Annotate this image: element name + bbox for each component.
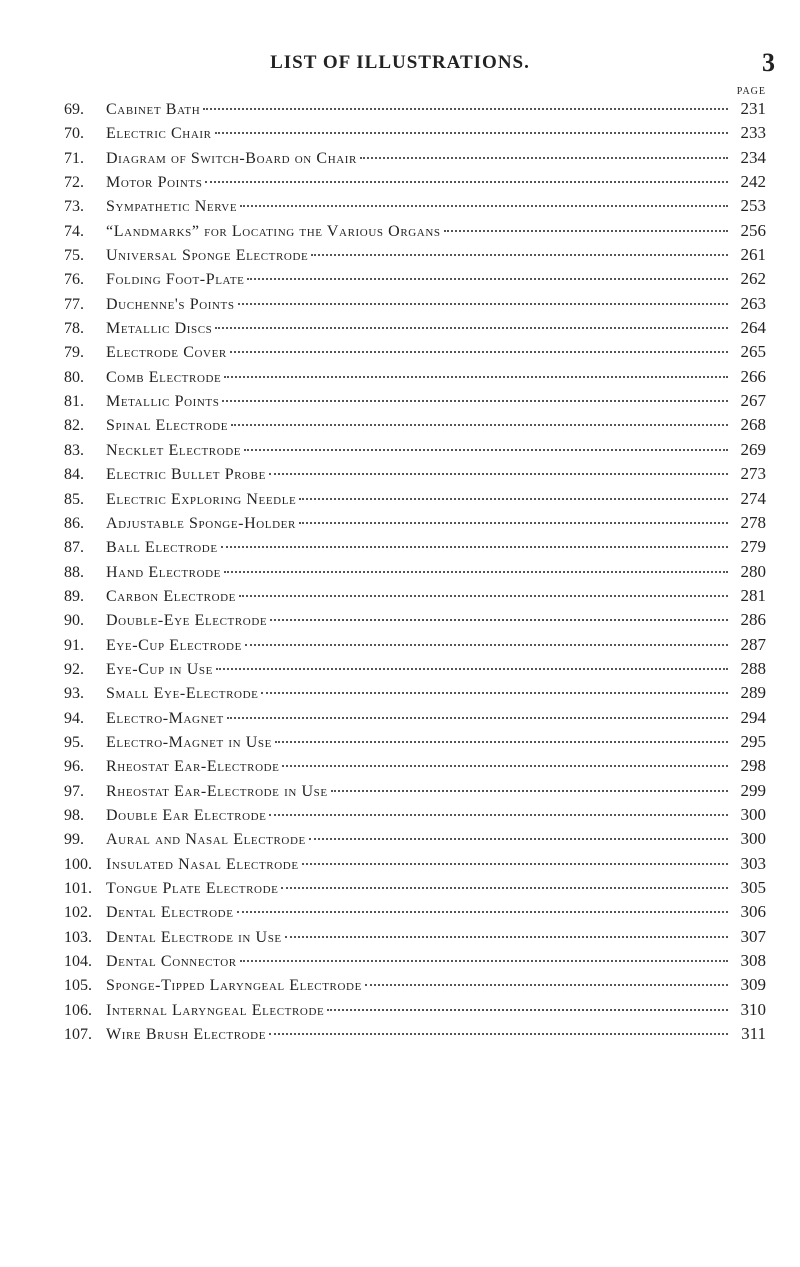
entry-number: 90. [64,612,84,630]
entry-number: 91. [64,636,84,654]
entry-title: Electric Bullet Probe [106,466,266,484]
dot-leader [444,230,728,232]
entry-page: 242 [740,172,766,192]
entry-number: 78. [64,320,84,338]
entry-page: 268 [740,415,766,435]
entry-page: 310 [740,999,766,1019]
entry-number: 107. [64,1026,92,1044]
dot-leader [231,424,728,426]
dot-leader [230,351,728,353]
list-item [64,902,766,926]
list-item [64,635,766,659]
dot-leader [285,936,728,938]
entry-title: Adjustable Sponge-Holder [106,514,296,532]
list-item [64,805,766,829]
entry-number: 80. [64,368,84,386]
dot-leader [224,376,728,378]
entry-title: Tongue Plate Electrode [106,880,279,897]
entry-number: 83. [64,441,84,459]
dot-leader [240,960,728,962]
entry-title: Wire Brush Electrode [106,1026,267,1044]
entry-number: 105. [64,977,92,995]
list-item [64,440,766,464]
entry-title: Aural and Nasal Electrode [106,831,306,849]
dot-leader [269,814,728,816]
list-item [64,391,766,415]
entry-title: “Landmarks” for Locating the Various Organs [106,222,441,240]
dot-leader [261,692,728,694]
dot-leader [269,473,728,475]
entry-number: 96. [64,758,84,776]
entry-page: 286 [740,610,766,630]
entry-number: 73. [64,198,84,216]
dot-leader [247,278,728,280]
list-item [64,1000,766,1024]
entry-number: 94. [64,709,84,727]
list-item [64,196,766,220]
entry-page: 233 [740,123,766,143]
entry-title: Electro-Magnet [106,709,224,727]
entry-number: 101. [64,880,92,897]
dot-leader [282,765,728,767]
entry-title: Rheostat Ear-Electrode in Use [106,782,328,800]
list-item [64,975,766,999]
list-item [64,269,766,293]
entry-number: 70. [64,125,84,143]
list-item [64,99,766,123]
entry-title: Eye-Cup Electrode [106,636,242,654]
entry-page: 288 [740,658,766,678]
entry-title: Dental Connector [106,953,237,971]
list-item [64,951,766,975]
entry-number: 81. [64,393,84,411]
entry-title: Electric Exploring Needle [106,490,297,508]
entry-number: 74. [64,222,84,240]
entry-number: 106. [64,1001,92,1019]
entry-title: Internal Laryngeal Electrode [106,1001,325,1019]
entry-page: 280 [740,561,766,581]
entry-page: 266 [740,366,766,386]
entry-title: Motor Points [106,174,203,192]
entry-title: Ball Electrode [106,539,218,557]
page-number: 3 [762,48,775,77]
entry-title: Sponge-Tipped Laryngeal Electrode [106,977,362,995]
entry-page: 264 [740,318,766,338]
dot-leader [205,181,728,183]
list-item [64,294,766,318]
list-item [64,245,766,269]
list-item [64,781,766,805]
entry-page: 274 [740,488,766,508]
list-item [64,732,766,756]
entry-number: 72. [64,174,84,192]
dot-leader [222,400,728,402]
entry-number: 100. [64,855,92,873]
entry-title: Double-Eye Electrode [106,612,268,630]
running-head: LIST OF ILLUSTRATIONS. [270,52,530,73]
entry-title: Metallic Discs [106,320,213,338]
entry-number: 77. [64,295,84,313]
dot-leader [302,863,728,865]
dot-leader [239,595,728,597]
list-item [64,464,766,488]
entry-page: 294 [740,707,766,727]
entry-title: Electric Chair [106,125,212,143]
dot-leader [365,984,728,986]
entry-page: 309 [740,975,766,995]
entry-title: Double Ear Electrode [106,806,267,824]
dot-leader [224,571,728,573]
entry-page: 231 [740,99,766,118]
entry-number: 82. [64,417,84,435]
entry-number: 71. [64,149,84,167]
dot-leader [331,790,728,792]
entry-number: 102. [64,904,92,922]
dot-leader [227,717,728,719]
list-item [64,318,766,342]
list-item [64,221,766,245]
entry-page: 298 [740,756,766,776]
list-item [64,415,766,439]
list-item [64,172,766,196]
entry-title: Electro-Magnet in Use [106,733,272,751]
list-item [64,659,766,683]
entry-number: 95. [64,733,84,751]
entry-page: 307 [740,926,766,946]
list-item [64,708,766,732]
entry-title: Cabinet Bath [106,101,201,118]
entry-number: 98. [64,806,84,824]
entry-title: Insulated Nasal Electrode [106,855,299,873]
entry-title: Necklet Electrode [106,441,242,459]
list-item [64,1024,766,1048]
entry-number: 86. [64,514,84,532]
list-item [64,586,766,610]
entry-number: 87. [64,539,84,557]
dot-leader [238,303,728,305]
entry-page: 308 [740,951,766,971]
entry-title: Dental Electrode in Use [106,928,282,946]
entry-number: 84. [64,466,84,484]
illustrations-list [64,99,766,1048]
entry-title: Metallic Points [106,393,220,411]
entry-page: 303 [740,853,766,873]
list-item [64,756,766,780]
entry-page: 269 [740,439,766,459]
entry-number: 104. [64,953,92,971]
entry-page: 262 [740,269,766,289]
list-item [64,829,766,853]
dot-leader [299,522,728,524]
list-item [64,854,766,878]
entry-page: 253 [740,196,766,216]
entry-number: 93. [64,685,84,703]
list-item [64,513,766,537]
dot-leader [275,741,728,743]
list-item [64,562,766,586]
entry-page: 267 [740,391,766,411]
entry-page: 256 [740,220,766,240]
entry-title: Small Eye-Electrode [106,685,259,703]
entry-title: Folding Foot-Plate [106,271,245,289]
list-item [64,927,766,951]
entry-number: 92. [64,660,84,678]
entry-page: 305 [740,878,766,897]
entry-title: Spinal Electrode [106,417,229,435]
entry-page: 279 [740,537,766,557]
dot-leader [215,327,728,329]
entry-page: 261 [740,245,766,265]
dot-leader [270,619,728,621]
entry-number: 85. [64,490,84,508]
entry-number: 103. [64,928,92,946]
entry-number: 88. [64,563,84,581]
entry-title: Dental Electrode [106,904,234,922]
list-item [64,123,766,147]
list-item [64,610,766,634]
entry-number: 89. [64,587,84,605]
entry-page: 281 [740,585,766,605]
list-item [64,537,766,561]
dot-leader [245,644,728,646]
entry-page: 306 [740,902,766,922]
dot-leader [216,668,728,670]
entry-title: Carbon Electrode [106,587,236,605]
entry-title: Rheostat Ear-Electrode [106,758,280,776]
entry-title: Universal Sponge Electrode [106,247,309,265]
list-item [64,489,766,513]
entry-page: 265 [740,342,766,362]
entry-number: 99. [64,831,84,849]
entry-title: Sympathetic Nerve [106,198,238,216]
page-column-label: PAGE [736,86,766,97]
entry-page: 295 [740,731,766,751]
entry-title: Eye-Cup in Use [106,660,213,678]
entry-title: Comb Electrode [106,368,222,386]
entry-page: 273 [740,464,766,484]
list-item [64,367,766,391]
list-item [64,148,766,172]
entry-page: 263 [740,293,766,313]
dot-leader [299,498,728,500]
entry-page: 287 [740,634,766,654]
entry-page: 278 [740,512,766,532]
entry-number: 75. [64,247,84,265]
dot-leader [281,887,728,889]
entry-page: 300 [740,804,766,824]
list-item [64,683,766,707]
entry-title: Hand Electrode [106,563,221,581]
dot-leader [327,1009,728,1011]
dot-leader [309,838,728,840]
entry-page: 299 [740,780,766,800]
dot-leader [240,205,728,207]
entry-page: 289 [740,683,766,703]
entry-title: Duchenne's Points [106,295,235,313]
entry-page: 311 [741,1024,766,1044]
dot-leader [311,254,728,256]
dot-leader [237,911,728,913]
list-item [64,878,766,902]
dot-leader [360,157,728,159]
dot-leader [269,1033,728,1035]
entry-page: 300 [740,829,766,849]
entry-title: Electrode Cover [106,344,227,362]
entry-number: 76. [64,271,84,289]
dot-leader [215,132,728,134]
entry-number: 69. [64,101,84,118]
entry-number: 79. [64,344,84,362]
dot-leader [203,108,728,110]
entry-page: 234 [740,147,766,167]
entry-number: 97. [64,782,84,800]
dot-leader [244,449,728,451]
list-item [64,342,766,366]
dot-leader [221,546,728,548]
entry-title: Diagram of Switch-Board on Chair [106,149,357,167]
